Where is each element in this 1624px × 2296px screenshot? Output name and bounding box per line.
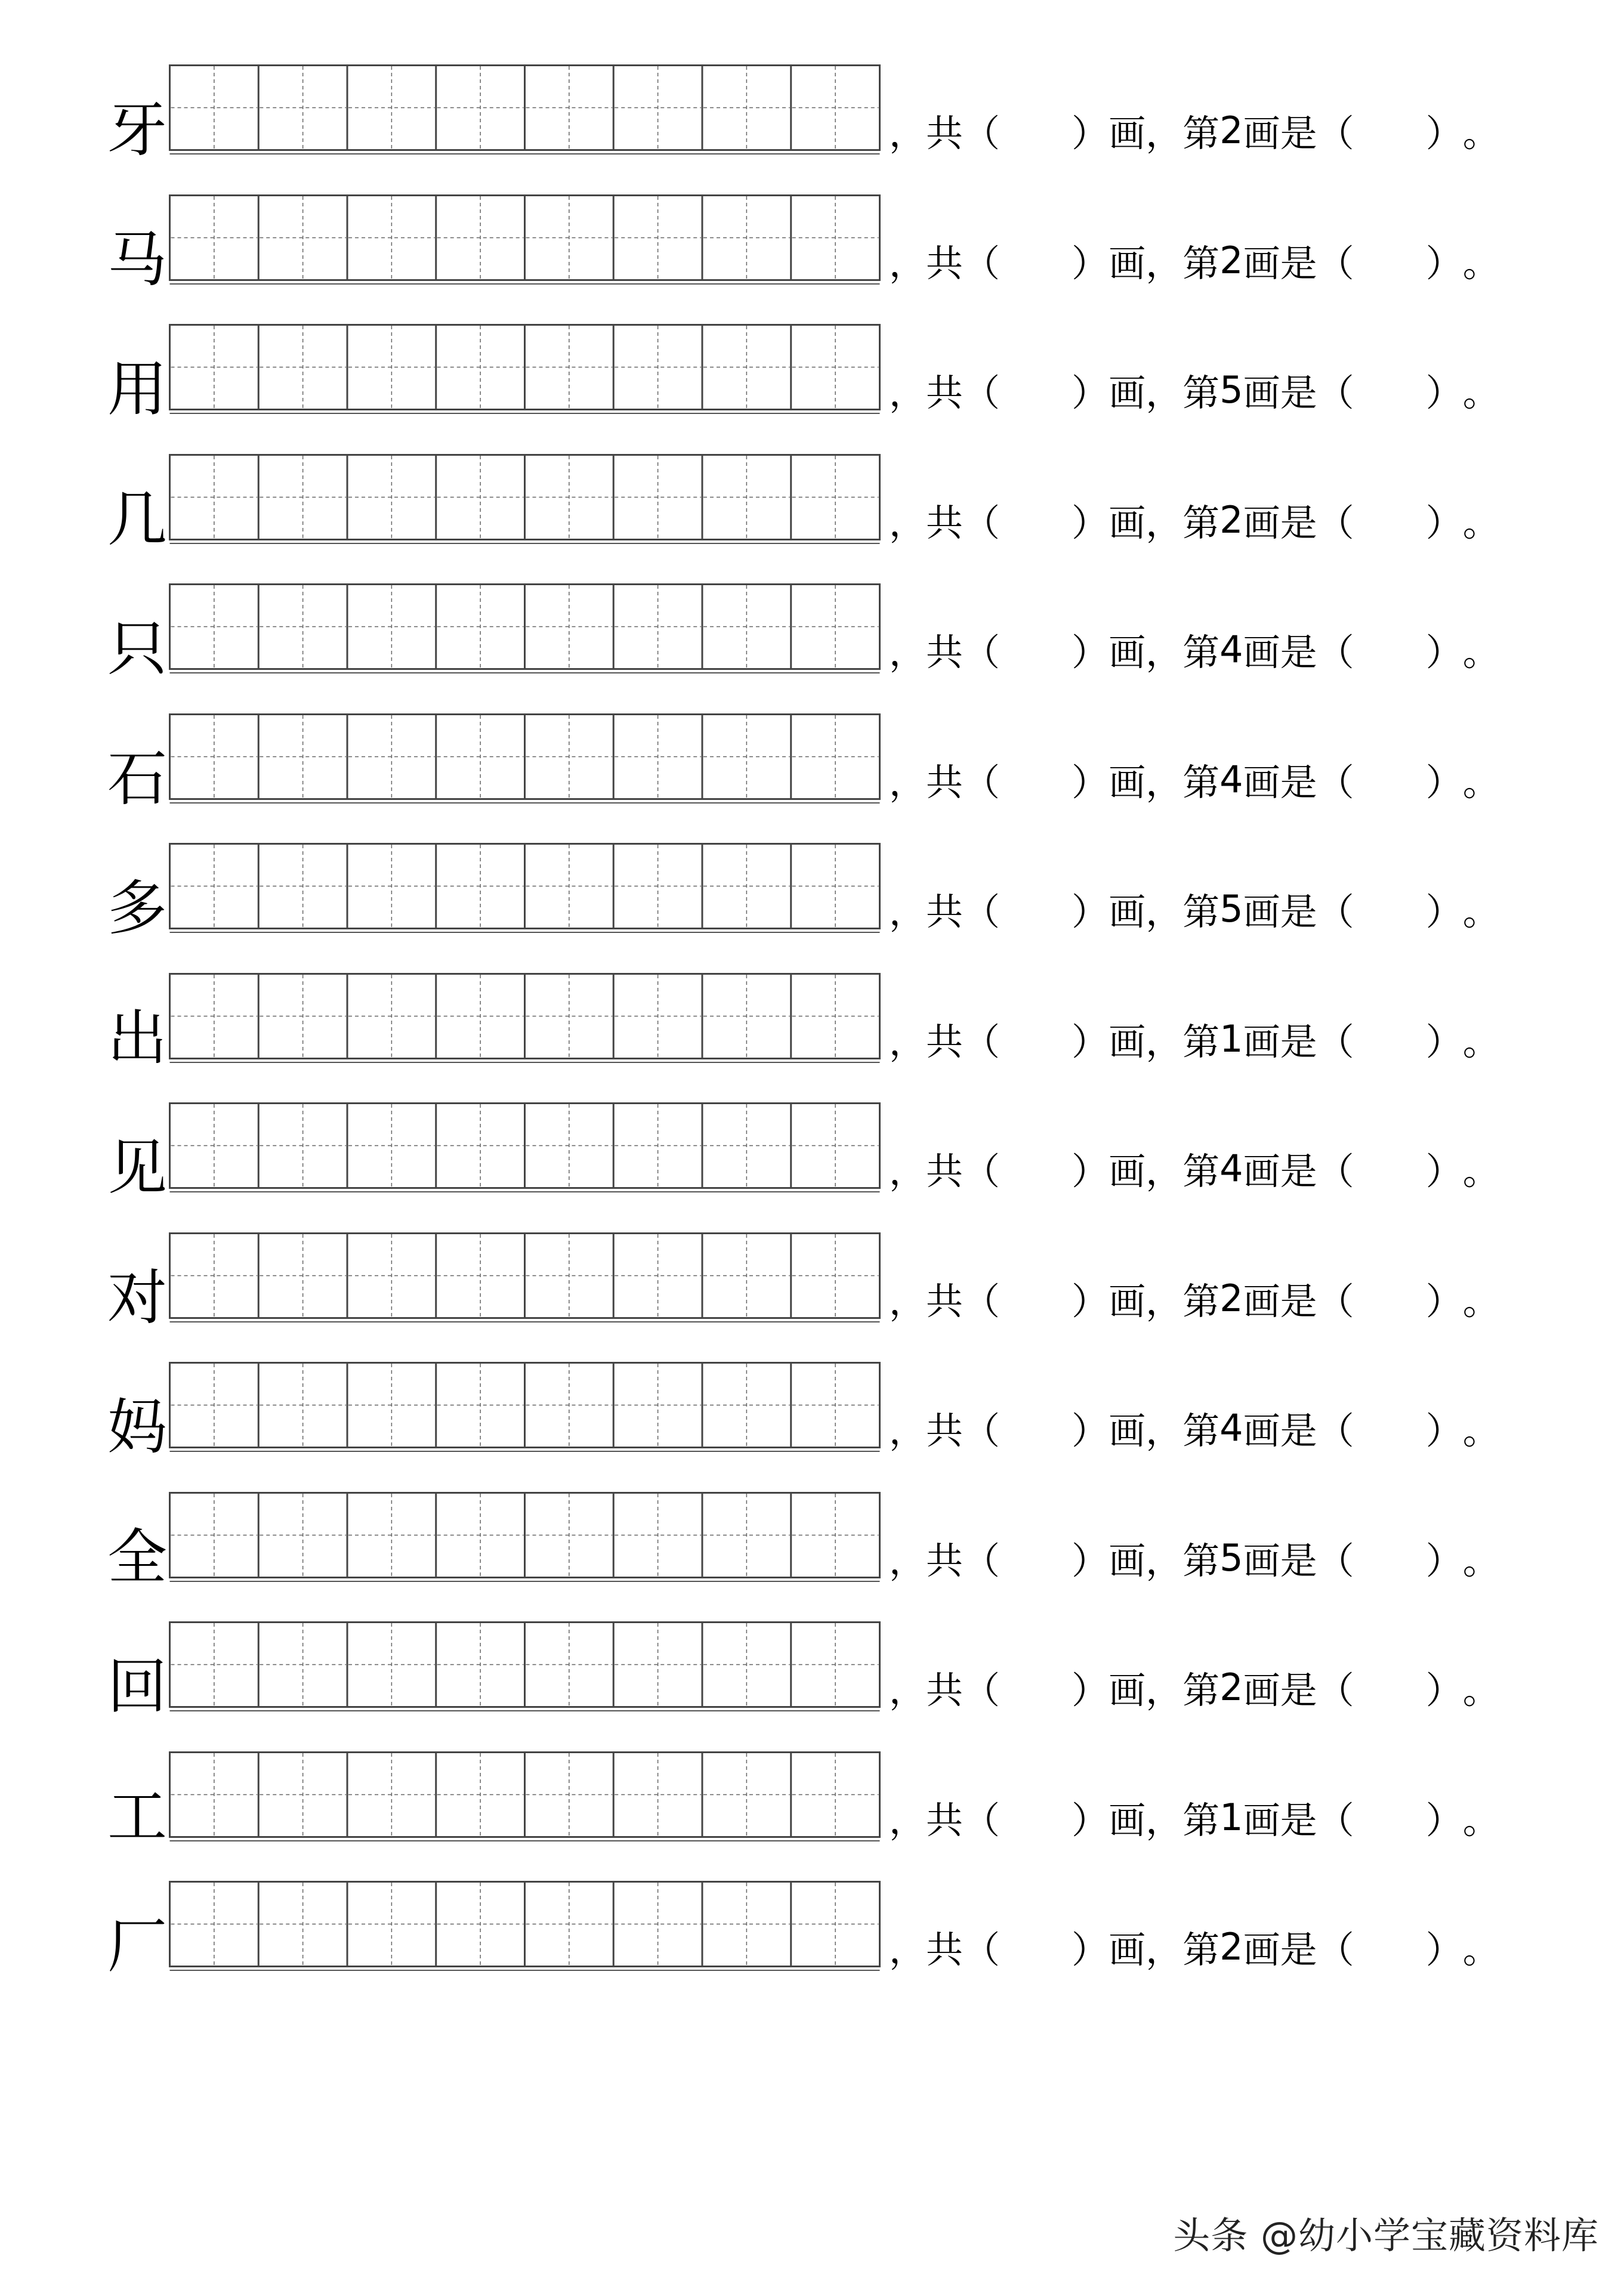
row-character: 出 [107,1003,167,1073]
worksheet-row [0,713,1624,814]
tianzige-grid [169,713,881,806]
worksheet-row [0,583,1624,684]
phrase-gong: 共 [926,1279,964,1323]
stroke-number: 5 [1219,1535,1243,1580]
phrase-comma: ， [889,1927,927,1971]
stroke-question [889,490,1500,549]
phrase-comma-2: ， [1146,500,1183,545]
writing-grid[interactable] [169,583,879,670]
stroke-question [889,1138,1500,1198]
row-character: 全 [107,1522,167,1592]
stroke-number: 5 [1219,367,1243,412]
phrase-open-paren-2: （ [1317,630,1354,674]
phrase-hua: 画 [1109,1279,1146,1323]
phrase-open-paren-2: （ [1317,500,1354,545]
phrase-comma: ， [889,889,927,934]
phrase-close-paren-2: ） [1425,1798,1463,1842]
phrase-hua: 画 [1109,1019,1146,1064]
row-character: 牙 [107,95,167,165]
phrase-hua-shi: 画是 [1243,760,1317,804]
phrase-close-paren: ） [1072,370,1109,415]
phrase-comma-2: ， [1146,1149,1183,1193]
phrase-comma: ， [889,500,927,545]
row-character: 厂 [107,1911,167,1981]
phrase-end: 。 [1462,630,1500,674]
worksheet-row [0,194,1624,295]
phrase-close-paren: ） [1072,1668,1109,1712]
phrase-comma-2: ， [1146,1408,1183,1453]
stroke-number: 4 [1219,1146,1243,1190]
phrase-comma-2: ， [1146,630,1183,674]
phrase-close-paren-2: ） [1425,370,1463,415]
phrase-open-paren-2: （ [1317,760,1354,804]
phrase-close-paren-2: ） [1425,1668,1463,1712]
phrase-di: 第 [1183,111,1220,155]
phrase-end: 。 [1462,1538,1500,1583]
phrase-open-paren-2: （ [1317,1408,1354,1453]
row-character: 对 [107,1263,167,1333]
phrase-hua: 画 [1109,630,1146,674]
phrase-open-paren: （ [963,1149,1001,1193]
stroke-question [889,1268,1500,1328]
phrase-di: 第 [1183,760,1220,804]
phrase-end: 。 [1462,370,1500,415]
phrase-gong: 共 [926,1408,964,1453]
phrase-hua: 画 [1109,1927,1146,1971]
phrase-hua: 画 [1109,1408,1146,1453]
phrase-close-paren: ） [1072,1538,1109,1583]
writing-grid[interactable] [169,1232,879,1319]
writing-grid[interactable] [169,843,879,930]
phrase-comma: ， [889,1538,927,1583]
phrase-end: 。 [1462,1279,1500,1323]
phrase-close-paren-2: ） [1425,1538,1463,1583]
stroke-question [889,230,1500,290]
phrase-comma: ， [889,1408,927,1453]
phrase-hua-shi: 画是 [1243,1149,1317,1193]
phrase-hua: 画 [1109,241,1146,285]
phrase-open-paren: （ [963,111,1001,155]
row-character: 工 [107,1782,167,1852]
phrase-end: 。 [1462,760,1500,804]
phrase-end: 。 [1462,1408,1500,1453]
worksheet-row [0,973,1624,1073]
phrase-hua: 画 [1109,760,1146,804]
phrase-comma-2: ， [1146,1538,1183,1583]
row-character: 见 [107,1133,167,1203]
tianzige-grid [169,454,881,547]
phrase-close-paren: ） [1072,500,1109,545]
stroke-number: 2 [1219,1665,1243,1709]
phrase-hua-shi: 画是 [1243,1538,1317,1583]
phrase-end: 。 [1462,500,1500,545]
phrase-open-paren: （ [963,1927,1001,1971]
phrase-hua-shi: 画是 [1243,889,1317,934]
worksheet-row [0,324,1624,424]
phrase-hua: 画 [1109,500,1146,545]
phrase-hua-shi: 画是 [1243,630,1317,674]
phrase-open-paren: （ [963,241,1001,285]
stroke-question [889,360,1500,419]
row-character: 多 [107,873,167,943]
phrase-open-paren: （ [963,889,1001,934]
phrase-di: 第 [1183,1019,1220,1064]
phrase-close-paren: ） [1072,1279,1109,1323]
phrase-open-paren-2: （ [1317,1798,1354,1842]
phrase-gong: 共 [926,111,964,155]
phrase-comma-2: ， [1146,1927,1183,1971]
phrase-hua: 画 [1109,111,1146,155]
phrase-hua-shi: 画是 [1243,111,1317,155]
row-character: 马 [107,225,167,295]
worksheet-row [0,1621,1624,1722]
stroke-question [889,1657,1500,1717]
stroke-question [889,1398,1500,1457]
phrase-open-paren-2: （ [1317,370,1354,415]
phrase-comma-2: ， [1146,1668,1183,1712]
writing-grid[interactable] [169,1621,879,1708]
stroke-number: 5 [1219,886,1243,931]
writing-grid[interactable] [169,713,879,801]
phrase-open-paren-2: （ [1317,241,1354,285]
phrase-comma-2: ， [1146,111,1183,155]
phrase-hua-shi: 画是 [1243,1019,1317,1064]
phrase-open-paren: （ [963,1668,1001,1712]
phrase-di: 第 [1183,1538,1220,1583]
stroke-number: 4 [1219,1405,1243,1450]
phrase-comma-2: ， [1146,1279,1183,1323]
phrase-di: 第 [1183,500,1220,545]
tianzige-grid [169,64,881,157]
phrase-close-paren-2: ） [1425,241,1463,285]
phrase-di: 第 [1183,1927,1220,1971]
stroke-number: 2 [1219,497,1243,542]
phrase-end: 。 [1462,111,1500,155]
row-character: 石 [107,744,167,814]
phrase-close-paren: ） [1072,1019,1109,1064]
row-character: 用 [107,354,167,424]
phrase-open-paren-2: （ [1317,889,1354,934]
worksheet-row [0,64,1624,165]
stroke-number: 1 [1219,1795,1243,1839]
stroke-number: 2 [1219,238,1243,282]
phrase-end: 。 [1462,1798,1500,1842]
tianzige-grid [169,1751,881,1844]
phrase-gong: 共 [926,1668,964,1712]
phrase-gong: 共 [926,630,964,674]
phrase-hua: 画 [1109,370,1146,415]
phrase-close-paren-2: ） [1425,1408,1463,1453]
phrase-comma-2: ， [1146,241,1183,285]
phrase-open-paren: （ [963,630,1001,674]
phrase-comma: ， [889,630,927,674]
phrase-open-paren: （ [963,1019,1001,1064]
stroke-number: 2 [1219,108,1243,152]
stroke-question [889,619,1500,679]
phrase-hua-shi: 画是 [1243,1798,1317,1842]
stroke-number: 4 [1219,757,1243,801]
phrase-open-paren: （ [963,760,1001,804]
worksheet-row [0,454,1624,554]
tianzige-grid [169,843,881,936]
phrase-hua: 画 [1109,1149,1146,1193]
phrase-open-paren-2: （ [1317,1927,1354,1971]
phrase-hua: 画 [1109,889,1146,934]
writing-grid[interactable] [169,64,879,152]
phrase-gong: 共 [926,1798,964,1842]
watermark: 头条 @幼小学宝藏资料库 [1173,2214,1599,2257]
phrase-open-paren: （ [963,1538,1001,1583]
worksheet-row [0,843,1624,943]
phrase-close-paren: ） [1072,760,1109,804]
stroke-number: 2 [1219,1924,1243,1969]
phrase-hua-shi: 画是 [1243,241,1317,285]
phrase-close-paren-2: ） [1425,1279,1463,1323]
phrase-comma: ， [889,1149,927,1193]
phrase-comma: ， [889,1798,927,1842]
stroke-number: 4 [1219,627,1243,671]
phrase-di: 第 [1183,1408,1220,1453]
row-character: 回 [107,1652,167,1722]
row-character: 妈 [107,1392,167,1462]
phrase-close-paren-2: ） [1425,1019,1463,1064]
worksheet-row [0,1232,1624,1333]
phrase-end: 。 [1462,1019,1500,1064]
stroke-question [889,879,1500,938]
tianzige-grid [169,1881,881,1974]
phrase-open-paren: （ [963,370,1001,415]
tianzige-grid [169,583,881,676]
phrase-hua-shi: 画是 [1243,1927,1317,1971]
row-character: 只 [107,614,167,684]
stroke-number: 1 [1219,1016,1243,1061]
phrase-open-paren-2: （ [1317,1019,1354,1064]
phrase-gong: 共 [926,370,964,415]
writing-grid[interactable] [169,1362,879,1449]
phrase-close-paren: ） [1072,241,1109,285]
writing-grid[interactable] [169,324,879,411]
phrase-hua: 画 [1109,1798,1146,1842]
tianzige-grid [169,1362,881,1455]
phrase-close-paren-2: ） [1425,760,1463,804]
writing-grid[interactable] [169,1881,879,1968]
writing-grid[interactable] [169,1751,879,1838]
phrase-di: 第 [1183,241,1220,285]
phrase-close-paren-2: ） [1425,1927,1463,1971]
phrase-close-paren: ） [1072,889,1109,934]
row-character: 几 [107,484,167,554]
phrase-di: 第 [1183,1798,1220,1842]
phrase-di: 第 [1183,630,1220,674]
phrase-close-paren: ） [1072,1149,1109,1193]
writing-grid[interactable] [169,1102,879,1189]
worksheet-row [0,1492,1624,1592]
phrase-hua-shi: 画是 [1243,370,1317,415]
writing-grid[interactable] [169,194,879,282]
phrase-gong: 共 [926,241,964,285]
phrase-comma-2: ， [1146,889,1183,934]
phrase-close-paren: ） [1072,1408,1109,1453]
tianzige-grid [169,1232,881,1325]
worksheet-row [0,1362,1624,1462]
phrase-end: 。 [1462,241,1500,285]
phrase-comma-2: ， [1146,1798,1183,1842]
phrase-comma: ， [889,241,927,285]
phrase-di: 第 [1183,1149,1220,1193]
phrase-close-paren-2: ） [1425,500,1463,545]
phrase-close-paren: ） [1072,1927,1109,1971]
phrase-close-paren-2: ） [1425,889,1463,934]
phrase-open-paren-2: （ [1317,111,1354,155]
phrase-close-paren: ） [1072,630,1109,674]
phrase-comma: ， [889,760,927,804]
phrase-open-paren-2: （ [1317,1149,1354,1193]
phrase-comma: ， [889,111,927,155]
phrase-comma-2: ， [1146,1019,1183,1064]
writing-grid[interactable] [169,973,879,1060]
tianzige-grid [169,1102,881,1195]
phrase-close-paren-2: ） [1425,630,1463,674]
phrase-gong: 共 [926,760,964,804]
phrase-end: 。 [1462,1668,1500,1712]
tianzige-grid [169,1621,881,1714]
phrase-close-paren: ） [1072,111,1109,155]
phrase-hua: 画 [1109,1668,1146,1712]
phrase-di: 第 [1183,370,1220,415]
tianzige-grid [169,973,881,1066]
tianzige-grid [169,194,881,288]
phrase-close-paren: ） [1072,1798,1109,1842]
stroke-question [889,1787,1500,1847]
phrase-comma: ， [889,1279,927,1323]
phrase-comma: ， [889,370,927,415]
worksheet-row [0,1102,1624,1203]
stroke-question [889,749,1500,809]
phrase-hua-shi: 画是 [1243,1408,1317,1453]
phrase-close-paren-2: ） [1425,1149,1463,1193]
phrase-hua-shi: 画是 [1243,1279,1317,1323]
phrase-open-paren: （ [963,1798,1001,1842]
stroke-question [889,100,1500,160]
phrase-close-paren-2: ） [1425,111,1463,155]
worksheet-row [0,1881,1624,1981]
writing-grid[interactable] [169,1492,879,1579]
stroke-question [889,1009,1500,1068]
phrase-end: 。 [1462,889,1500,934]
phrase-hua-shi: 画是 [1243,1668,1317,1712]
stroke-question [889,1528,1500,1587]
phrase-hua: 画 [1109,1538,1146,1583]
phrase-end: 。 [1462,1149,1500,1193]
phrase-gong: 共 [926,1927,964,1971]
phrase-comma-2: ， [1146,370,1183,415]
phrase-end: 。 [1462,1927,1500,1971]
phrase-comma: ， [889,1019,927,1064]
phrase-di: 第 [1183,889,1220,934]
phrase-open-paren: （ [963,500,1001,545]
stroke-question [889,1917,1500,1976]
tianzige-grid [169,324,881,417]
phrase-hua-shi: 画是 [1243,500,1317,545]
phrase-open-paren: （ [963,1408,1001,1453]
writing-grid[interactable] [169,454,879,541]
phrase-gong: 共 [926,1538,964,1583]
phrase-gong: 共 [926,889,964,934]
phrase-gong: 共 [926,1149,964,1193]
phrase-di: 第 [1183,1279,1220,1323]
phrase-comma-2: ， [1146,760,1183,804]
phrase-open-paren-2: （ [1317,1279,1354,1323]
phrase-open-paren: （ [963,1279,1001,1323]
phrase-comma: ， [889,1668,927,1712]
phrase-gong: 共 [926,500,964,545]
phrase-open-paren-2: （ [1317,1668,1354,1712]
phrase-gong: 共 [926,1019,964,1064]
stroke-number: 2 [1219,1276,1243,1320]
tianzige-grid [169,1492,881,1585]
worksheet-row [0,1751,1624,1852]
phrase-di: 第 [1183,1668,1220,1712]
phrase-open-paren-2: （ [1317,1538,1354,1583]
